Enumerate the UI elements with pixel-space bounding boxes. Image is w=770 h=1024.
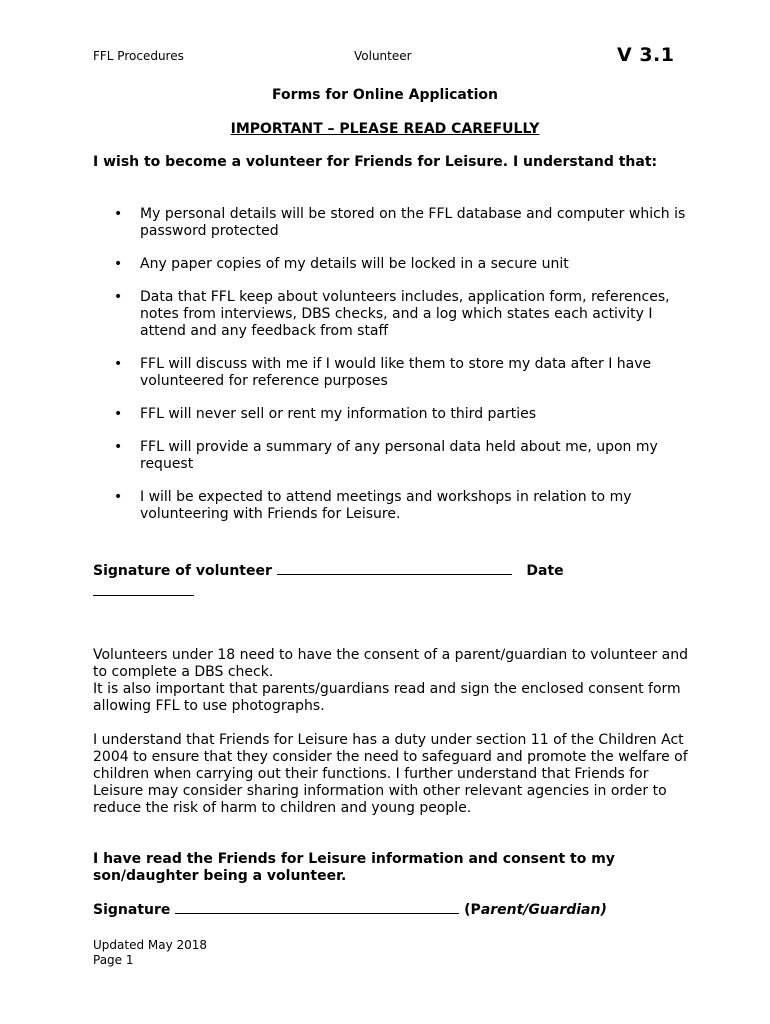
list-item: • FFL will discuss with me if I would like them to store my data after I have volunteered for reference purposes bbox=[114, 356, 652, 389]
date-field[interactable] bbox=[93, 594, 194, 596]
consent-statement: I have read the Friends for Leisure information and consent to my son/daughter being a volunteer. bbox=[93, 851, 615, 884]
list-item: • Any paper copies of my details will be locked in a secure unit bbox=[114, 256, 569, 272]
footer-updated: Updated May 2018 bbox=[93, 938, 208, 952]
header-center-text: Volunteer bbox=[354, 49, 412, 63]
bullet-icon: • bbox=[114, 406, 123, 422]
bullet-icon: • bbox=[114, 356, 123, 372]
children-act-paragraph: I understand that Friends for Leisure has a duty under section 11 of the Children Act 2004 to ensure that they consider the need to safeguard and promote the welfare of children when carrying out their functions. I further understand that Friends for Leisure may consider sharing information with other relevant agencies in order to reduce the risk of harm to children and young people. bbox=[93, 732, 688, 816]
list-item: • My personal details will be stored on the FFL database and computer which is password protected bbox=[114, 206, 686, 239]
volunteer-signature-row bbox=[93, 562, 564, 580]
intro-statement: I wish to become a volunteer for Friends for Leisure. I understand that: bbox=[93, 154, 658, 170]
parent-signature-field[interactable] bbox=[175, 901, 459, 914]
parent-signature-label: Signature bbox=[93, 902, 171, 918]
date-label: Date bbox=[526, 563, 564, 579]
parent-guardian-label: (Parent/Guardian) bbox=[464, 902, 607, 918]
list-item: • FFL will never sell or rent my information to third parties bbox=[114, 406, 537, 422]
footer-page-number: Page 1 bbox=[93, 953, 134, 967]
bullet-icon: • bbox=[114, 256, 123, 272]
volunteer-signature-field[interactable] bbox=[277, 562, 512, 575]
bullet-icon: • bbox=[114, 489, 123, 505]
page-title: Forms for Online Application bbox=[272, 87, 498, 103]
terms-list bbox=[93, 206, 693, 539]
list-item: • FFL will provide a summary of any personal data held about me, upon my request bbox=[114, 439, 658, 472]
list-item: • I will be expected to attend meetings and workshops in relation to my volunteering with Friends for Leisure. bbox=[114, 489, 632, 522]
list-item: • Data that FFL keep about volunteers includes, application form, references, notes from interviews, DBS checks, and a log which states each activity I attend and any feedback from staff bbox=[114, 289, 670, 339]
bullet-icon: • bbox=[114, 206, 123, 222]
parent-signature-row bbox=[93, 901, 607, 919]
bullet-icon: • bbox=[114, 439, 123, 455]
version-label: V 3.1 bbox=[617, 44, 675, 66]
important-heading: IMPORTANT – PLEASE READ CAREFULLY bbox=[230, 121, 540, 137]
volunteer-signature-label: Signature of volunteer bbox=[93, 563, 272, 579]
header-left-text: FFL Procedures bbox=[93, 49, 184, 63]
bullet-icon: • bbox=[114, 289, 123, 305]
under-18-paragraph: Volunteers under 18 need to have the consent of a parent/guardian to volunteer and to complete a DBS check. It is also important that parents/guardians read and sign the enclosed consent form allowing FFL to use photographs. bbox=[93, 647, 689, 714]
